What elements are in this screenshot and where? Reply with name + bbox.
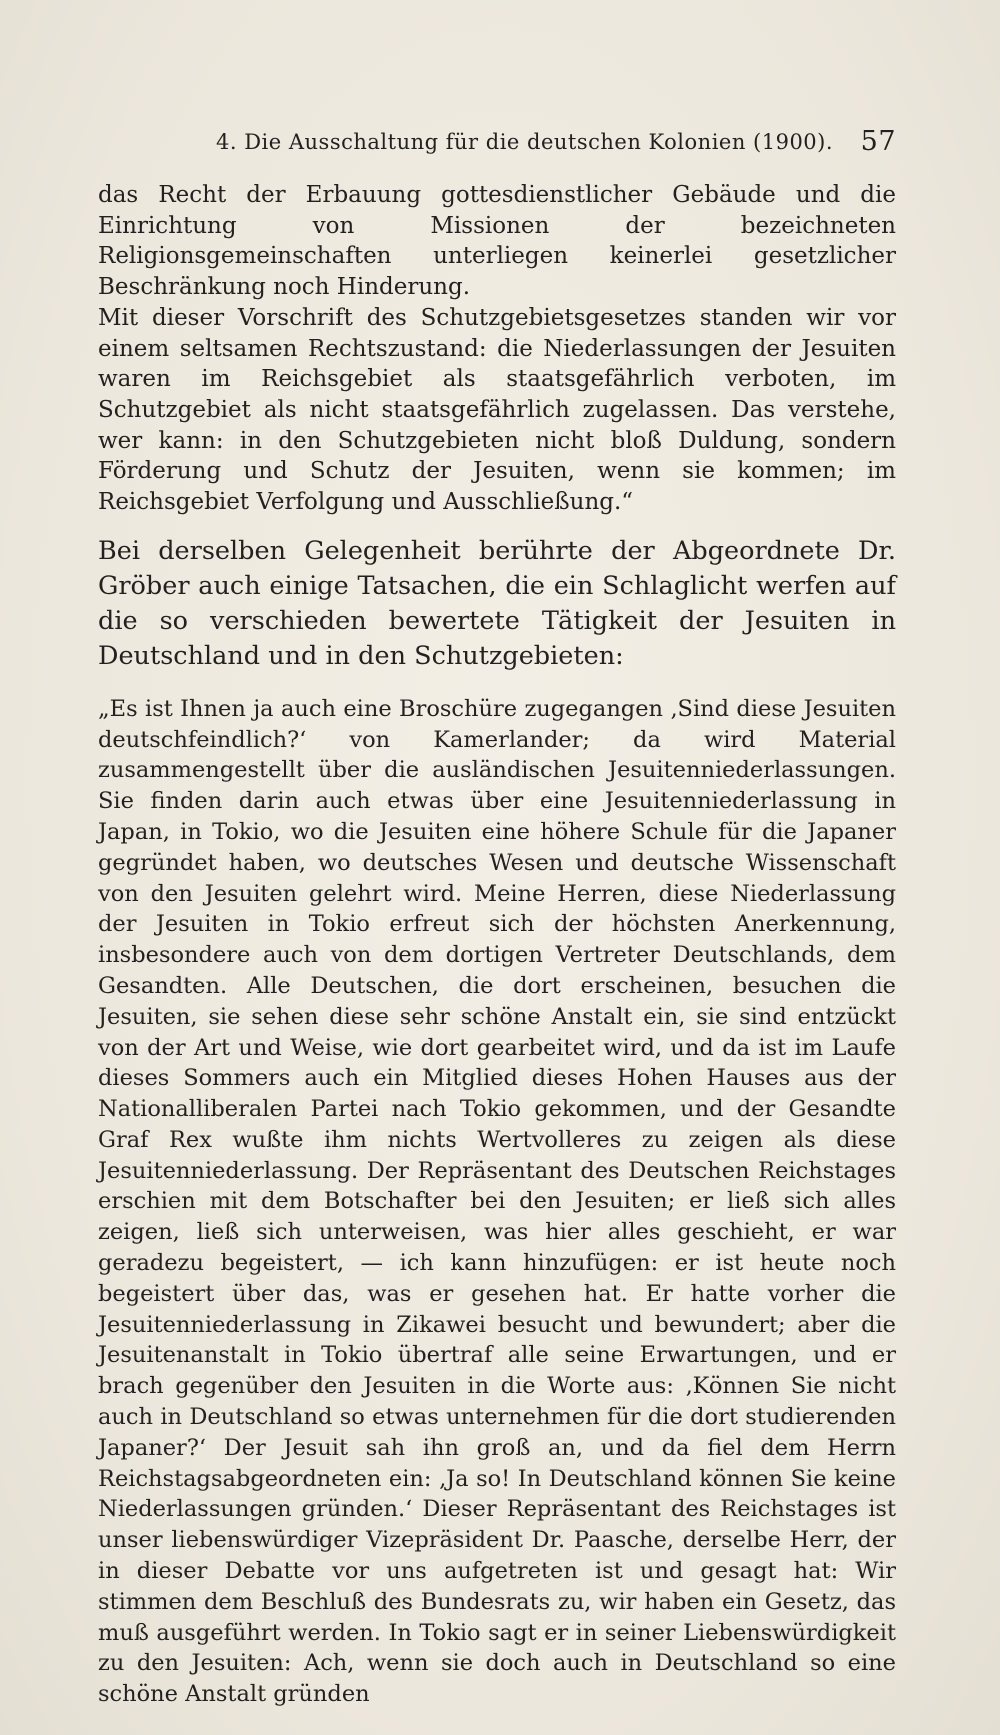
- paragraph-groeber-intro: Bei derselben Gelegenheit berührte der Abgeordnete Dr. Gröber auch einige Tatsachen, die ein Schlaglicht werfen auf die so verschieden bewertete Tätigkeit der Jesuiten in Deutschland und in den Schutzgebieten:: [98, 535, 896, 671]
- running-title: 4. Die Ausschaltung für die deutschen Kolonien (1900).: [216, 130, 834, 154]
- paragraph-quote: „Es ist Ihnen ja auch eine Broschüre zugegangen ‚Sind diese Jesuiten deutschfeindlich?‘ von Kamerlander; da wird Material zusammengestellt über die ausländischen Jesuitenniederlassungen. Sie finden darin auch etwas über eine Jesuitenniederlassung in Japan, in Tokio, wo die Jesuiten eine höhere Schule für die Japaner gegründet haben, wo deutsches Wesen und deutsche Wissenschaft von den Jesuiten gelehrt wird. Meine Herren, diese Niederlassung der Jesuiten in Tokio erfreut sich der höchsten Anerkennung, insbesondere auch von dem dortigen Vertreter Deutschlands, dem Gesandten. Alle Deutschen, die dort erscheinen, besuchen die Jesuiten, sie sehen diese sehr schöne Anstalt ein, sie sind entzückt von der Art und Weise, wie dort gearbeitet wird, und da ist im Laufe dieses Sommers auch ein Mitglied dieses Hohen Hauses aus der Nationalliberalen Partei nach Tokio gekommen, und der Gesandte Graf Rex wußte ihm nichts Wertvolleres zu zeigen als diese Jesuitenniederlassung. Der Repräsentant des Deutschen Reichstages erschien mit dem Botschafter bei den Jesuiten; er ließ sich alles zeigen, ließ sich unterweisen, was hier alles geschieht, er war geradezu begeistert, — ich kann hinzufügen: er ist heute noch begeistert über das, was er gesehen hat. Er hatte vorher die Jesuitenniederlassung in Zikawei besucht und bewundert; aber die Jesuitenanstalt in Tokio übertraf alle seine Erwartungen, und er brach gegenüber den Jesuiten in die Worte aus: ‚Können Sie nicht auch in Deutschland so etwas unternehmen für die dort studierenden Japaner?‘ Der Jesuit sah ihn groß an, und da fiel dem Herrn Reichstagsabgeordneten ein: ‚Ja so! In Deutschland können Sie keine Niederlassungen gründen.‘ Dieser Repräsentant des Reichstages ist unser liebenswürdiger Vizepräsident Dr. Paasche, derselbe Herr, der in dieser Debatte vor uns aufgetreten ist und gesagt hat: Wir stimmen dem Beschluß des Bundesrats zu, wir haben ein Gesetz, das muß ausgeführt werden. In Tokio sagt er in seiner Liebenswürdigkeit zu den Jesuiten: Ach, wenn sie doch auch in Deutschland so eine schöne Anstalt gründen: [98, 695, 896, 1708]
- page-body: [98, 180, 896, 1710]
- paragraph-continuation: das Recht der Erbauung gottesdienstlicher Gebäude und die Einrichtung von Missionen der bezeichneten Religionsgemeinschaften unterliegen keinerlei gesetzlicher Beschränkung noch Hinderung.: [98, 182, 896, 301]
- running-header: [96, 126, 896, 160]
- paragraph-legal-state: Mit dieser Vorschrift des Schutzgebietsgesetzes standen wir vor einem seltsamen Rechtszustand: die Niederlassungen der Jesuiten waren im Reichsgebiet als staatsgefährlich verboten, im Schutzgebiet als nicht staatsgefährlich zugelassen. Das verstehe, wer kann: in den Schutzgebieten nicht bloß Duldung, sondern Förderung und Schutz der Jesuiten, wenn sie kommen; im Reichsgebiet Verfolgung und Ausschließung.“: [98, 304, 896, 516]
- page-number: 57: [860, 126, 896, 157]
